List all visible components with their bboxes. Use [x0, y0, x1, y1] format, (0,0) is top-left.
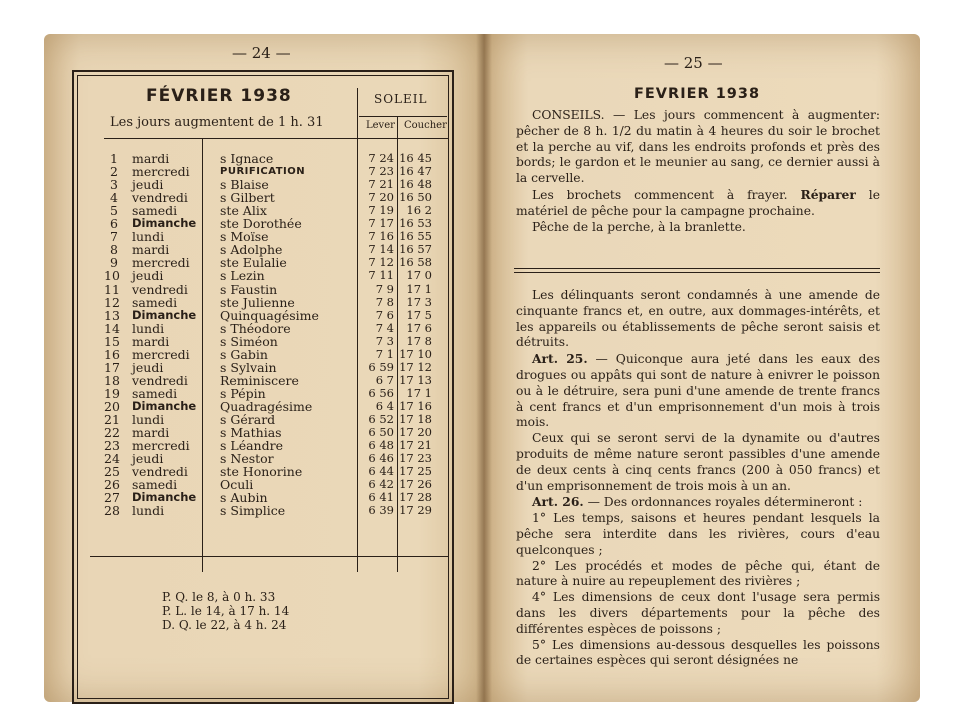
sunset-time: 17 1 — [406, 281, 432, 296]
list-item: 2° Les procédés et modes de pêche qui, étant de nature à nuire au repeuplement des rivières ; — [516, 558, 880, 589]
saint-name: s Siméon — [220, 333, 278, 349]
weekday: mercredi — [132, 255, 190, 271]
perche-text: Pêche de la perche, à la branlette. — [532, 219, 746, 234]
conseils-label: CONSEILS. — [532, 108, 605, 122]
sunset-time: 17 3 — [406, 294, 432, 309]
day-number: 2 — [110, 164, 118, 180]
moon-phase: D. Q. le 22, à 4 h. 24 — [162, 618, 287, 632]
sunrise-time: 6 50 — [368, 425, 394, 440]
weekday: samedi — [132, 294, 178, 310]
art25-label: Art. 25. — [532, 351, 588, 367]
saint-name: s Léandre — [220, 438, 283, 454]
sunset-time: 17 29 — [399, 503, 432, 518]
sunrise-time: 7 1 — [375, 346, 394, 361]
sunset-time: 17 18 — [399, 412, 432, 426]
right-page — [484, 34, 920, 702]
sunrise-time: 7 11 — [368, 268, 394, 283]
section-rule — [514, 268, 880, 273]
sunrise-time: 7 6 — [375, 307, 394, 322]
day-number: 4 — [110, 190, 118, 206]
sunset-time: 17 12 — [399, 359, 432, 374]
brochets-text: Les brochets commencent à frayer. — [532, 187, 801, 202]
sunset-time: 16 45 — [399, 151, 432, 165]
sunset-time: 17 28 — [399, 490, 432, 505]
sunrise-time: 6 39 — [368, 503, 394, 518]
list-item: 5° Les dimensions au-dessous desquelles les poissons de certaines espèces qui seront désignées ne — [516, 637, 880, 668]
day-number: 18 — [104, 372, 120, 388]
column-divider — [202, 138, 203, 572]
right-page-number: — 25 — — [664, 54, 723, 72]
calendar-month-title: FÉVRIER 1938 — [146, 86, 292, 106]
right-month-title: FEVRIER 1938 — [634, 86, 761, 102]
sunrise-time: 7 14 — [368, 242, 394, 257]
sunrise-time: 6 41 — [368, 490, 394, 505]
sunrise-time: 7 19 — [368, 203, 394, 218]
sunset-time: 16 55 — [399, 229, 432, 244]
saint-name: ste Alix — [220, 203, 267, 219]
sunset-time: 17 21 — [399, 438, 432, 453]
sunset-time: 17 0 — [406, 268, 432, 283]
saint-name: Reminiscere — [220, 372, 299, 388]
saint-name: ste Julienne — [220, 294, 295, 310]
sunset-time: 17 1 — [406, 385, 432, 400]
saint-name: Oculi — [220, 477, 254, 493]
sunrise-time: 6 48 — [368, 438, 394, 453]
day-number: 21 — [104, 412, 120, 427]
moon-phase: P. Q. le 8, à 0 h. 33 — [162, 590, 276, 604]
sunset-time: 17 20 — [399, 425, 432, 440]
calendar-subtitle: Les jours augmentent de 1 h. 31 — [110, 115, 324, 130]
sunset-time: 16 48 — [399, 177, 432, 192]
sunrise-time: 6 44 — [368, 464, 394, 479]
sunrise-time: 7 8 — [375, 294, 394, 309]
day-number: 8 — [110, 242, 118, 258]
sunset-time: 17 13 — [399, 372, 432, 387]
day-number: 26 — [104, 477, 120, 493]
left-page — [44, 34, 484, 702]
saint-name: s Pépin — [220, 385, 266, 401]
header-rule — [104, 138, 448, 139]
left-page-number: — 24 — — [232, 44, 291, 62]
weekday: mardi — [132, 151, 170, 166]
book-gutter — [476, 34, 492, 702]
conseils-text: — Les jours commencent à augmenter: pêcher de 8 h. 1/2 du matin à 4 heures du soir le brochet et la perche au vif, dans les endroits profonds et près des bords; le gardon et le meunier au sang, ce dernier aussi à la cervelle. — [516, 108, 880, 186]
weekday: lundi — [132, 503, 165, 519]
weekday: mercredi — [132, 164, 190, 180]
weekday: Dimanche — [132, 216, 197, 231]
saint-name: s Ignace — [220, 151, 274, 166]
sunset-time: 16 2 — [406, 203, 432, 218]
saint-name: s Faustin — [220, 281, 278, 297]
saint-name: s Sylvain — [220, 359, 277, 375]
weekday: samedi — [132, 203, 178, 219]
art26-text: — Des ordonnances royales détermineront : — [583, 495, 863, 510]
weekday: mardi — [132, 333, 170, 349]
saint-name: s Aubin — [220, 490, 268, 506]
sunrise-time: 6 52 — [368, 412, 394, 426]
day-number: 16 — [104, 346, 120, 362]
day-number: 22 — [104, 425, 120, 441]
day-number: 5 — [110, 203, 118, 219]
sunrise-time: 6 59 — [368, 359, 394, 374]
dynamite-text: Ceux qui se seront servi de la dynamite ou d'autres produits de même nature seront passibles d'une amende de deux cents à cinq cents francs (200 à 050 francs) et d'un emprisonnement de trois mois à un an. — [516, 431, 880, 493]
weekday: mercredi — [132, 346, 190, 362]
sunset-time: 17 25 — [399, 464, 432, 479]
sunrise-time: 6 56 — [368, 385, 394, 400]
sunrise-time: 7 9 — [375, 281, 394, 296]
weekday: mardi — [132, 242, 170, 258]
sunrise-time: 7 24 — [368, 151, 394, 165]
saint-name: ste Honorine — [220, 464, 303, 480]
sunrise-time: 7 3 — [375, 333, 394, 348]
sunrise-time: 7 12 — [368, 255, 394, 270]
day-number: 6 — [110, 216, 118, 232]
delinquants-text: Les délinquants seront condamnés à une amende de cinquante francs et, en outre, aux dommages-intérêts, et les appareils ou établissements de pêche seront saisis et détruits. — [516, 288, 880, 350]
sunrise-time: 7 20 — [368, 190, 394, 205]
open-book — [44, 34, 920, 706]
art25-text: — Quiconque aura jeté dans les eaux des drogues ou appâts qui sont de nature à enivrer le poisson ou à le détruire, sera puni d'une amende de trente francs à cent francs et d'un emprisonnement d'un mois à trois mois. — [516, 352, 880, 430]
weekday: vendredi — [132, 372, 188, 388]
saint-name: s Blaise — [220, 177, 269, 193]
day-number: 11 — [104, 281, 120, 297]
table-bottom-rule — [90, 556, 448, 557]
sunset-time: 17 6 — [406, 320, 432, 335]
weekday: mercredi — [132, 438, 190, 454]
weekday: jeudi — [132, 359, 164, 375]
weekday: jeudi — [132, 451, 164, 467]
saint-name: s Gilbert — [220, 190, 275, 206]
sunrise-time: 7 21 — [368, 177, 394, 192]
weekday: vendredi — [132, 190, 188, 206]
weekday: lundi — [132, 320, 165, 336]
saint-name: ste Dorothée — [220, 216, 302, 232]
day-number: 9 — [110, 255, 118, 271]
sunrise-time: 6 7 — [375, 372, 394, 387]
weekday: samedi — [132, 477, 178, 493]
saint-name: s Gabin — [220, 346, 268, 362]
saint-name: s Gérard — [220, 412, 276, 427]
sunset-time: 16 58 — [399, 255, 432, 270]
lever-header: Lever — [366, 120, 395, 131]
sunset-time: 17 23 — [399, 451, 432, 466]
saint-name: s Moïse — [220, 229, 269, 245]
saint-name: s Lezin — [220, 268, 265, 284]
day-number: 28 — [104, 503, 120, 519]
day-number: 3 — [110, 177, 118, 193]
day-number: 17 — [104, 359, 120, 375]
day-number: 27 — [104, 490, 120, 506]
sunset-time: 17 5 — [406, 307, 432, 322]
weekday: Dimanche — [132, 307, 197, 322]
sunrise-time: 6 4 — [375, 398, 394, 413]
sunrise-time: 7 17 — [368, 216, 394, 231]
sunset-time: 17 16 — [399, 398, 432, 413]
header-rule — [359, 116, 447, 117]
sunset-time: 16 47 — [399, 164, 432, 179]
sunset-time: 16 57 — [399, 242, 432, 257]
list-item: 4° Les dimensions de ceux dont l'usage sera permis dans les divers départements pour la pêche des différentes espèces de poissons ; — [516, 590, 880, 636]
law-text-block — [516, 288, 880, 669]
sunrise-time: 6 46 — [368, 451, 394, 466]
day-number: 7 — [110, 229, 118, 245]
list-item: 1° Les temps, saisons et heures pendant lesquels la pêche sera interdite dans les rivières, cours d'eau quelconques ; — [516, 511, 880, 557]
saint-name: s Nestor — [220, 451, 274, 467]
moon-phase: P. L. le 14, à 17 h. 14 — [162, 604, 290, 618]
weekday: mardi — [132, 425, 170, 441]
conseils-block — [516, 108, 880, 235]
saint-name: Quinquagésime — [220, 307, 319, 323]
weekday: vendredi — [132, 464, 188, 480]
sunrise-time: 7 16 — [368, 229, 394, 244]
saint-name: Quadragésime — [220, 398, 313, 414]
saint-name: PURIFICATION — [220, 166, 306, 178]
day-number: 20 — [104, 398, 120, 414]
weekday: jeudi — [132, 268, 164, 284]
weekday: Dimanche — [132, 490, 197, 505]
weekday: lundi — [132, 229, 165, 245]
sunset-time: 17 8 — [406, 333, 432, 348]
day-number: 14 — [104, 320, 120, 336]
art26-label: Art. 26. — [532, 494, 584, 510]
saint-name: s Théodore — [220, 320, 291, 336]
sunset-time: 16 50 — [399, 190, 432, 205]
day-number: 13 — [104, 307, 120, 323]
weekday: samedi — [132, 385, 178, 401]
day-number: 25 — [104, 464, 120, 480]
reparer-label: Réparer — [800, 186, 856, 202]
sunrise-time: 7 4 — [375, 320, 394, 335]
day-number: 1 — [110, 151, 118, 166]
sunset-time: 16 53 — [399, 216, 432, 231]
coucher-header: Coucher — [404, 120, 447, 131]
day-number: 23 — [104, 438, 120, 454]
day-number: 15 — [104, 333, 120, 349]
sunset-time: 17 26 — [399, 477, 432, 492]
saint-name: s Adolphe — [220, 242, 283, 258]
reparer-text: le matériel de pêche pour la campagne prochaine. — [516, 187, 880, 218]
sunrise-time: 7 23 — [368, 164, 394, 179]
weekday: jeudi — [132, 177, 164, 193]
day-number: 19 — [104, 385, 120, 401]
saint-name: s Simplice — [220, 503, 286, 519]
soleil-header: SOLEIL — [374, 92, 428, 106]
weekday: Dimanche — [132, 398, 197, 413]
sunrise-time: 6 42 — [368, 477, 394, 492]
day-number: 24 — [104, 451, 120, 467]
saint-name: s Mathias — [220, 425, 282, 441]
weekday: vendredi — [132, 281, 188, 297]
sunset-time: 17 10 — [399, 346, 432, 361]
saint-name: ste Eulalie — [220, 255, 287, 271]
weekday: lundi — [132, 412, 165, 427]
day-number: 12 — [104, 294, 120, 310]
day-number: 10 — [104, 268, 120, 284]
